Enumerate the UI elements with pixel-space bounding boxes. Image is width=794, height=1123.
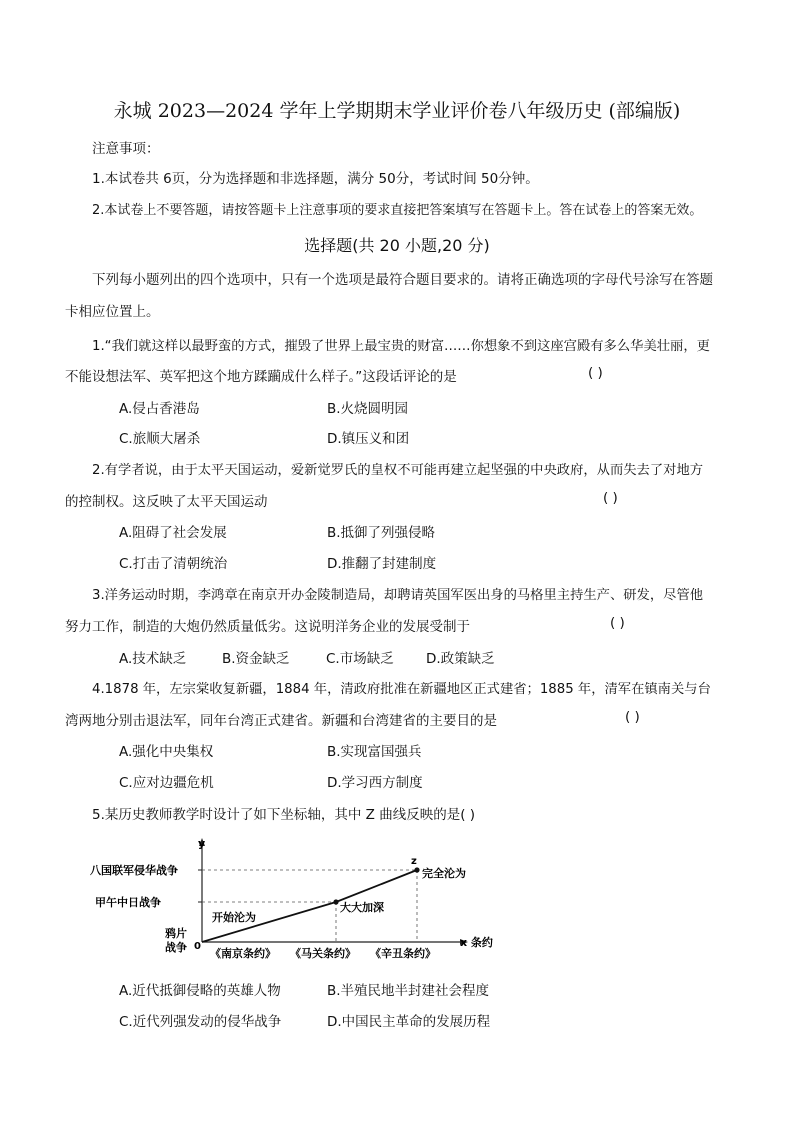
question-1-option-a: A.侵占香港岛 xyxy=(119,401,200,417)
question-5-line-1: 5.某历史教师教学时设计了如下坐标轴，其中 Z 曲线反映的是( ) xyxy=(92,807,476,823)
question-2-option-b: B.抵御了列强侵略 xyxy=(327,525,436,541)
question-2-option-d: D.推翻了封建制度 xyxy=(327,556,437,572)
curve-point-2 xyxy=(333,899,338,904)
question-2-option-a: A.阻碍了社会发展 xyxy=(119,525,227,541)
question-1-line-1: 1.“我们就这样以最野蛮的方式，摧毁了世界上最宝贵的财富……你想象不到这座宫殿有多么华美壮丽，更 xyxy=(92,339,710,354)
notice-heading: 注意事项： xyxy=(92,141,160,157)
question-1-option-d: D.镇压义和团 xyxy=(327,431,410,447)
x-label-1: 《南京条约》 xyxy=(210,947,276,960)
question-3-option-b: B.资金缺乏 xyxy=(222,651,290,667)
question-3-line-2: 努力工作，制造的大炮仍然质量低劣。这说明洋务企业的发展受制于 xyxy=(65,619,470,635)
question-1-answer-paren: ( ) xyxy=(588,365,603,381)
notice-2: 2.本试卷上不要答题，请按答题卡上注意事项的要求直接把答案填写在答题卡上。答在试卷上的答案无效。 xyxy=(92,203,703,218)
z-curve xyxy=(202,870,417,942)
question-2-answer-paren: ( ) xyxy=(603,490,618,506)
question-4-option-c: C.应对边疆危机 xyxy=(119,775,214,791)
question-5-option-b: B.半殖民地半封建社会程度 xyxy=(327,983,490,999)
question-5-option-d: D.中国民主革命的发展历程 xyxy=(327,1014,491,1030)
instruction-line-1: 下列每小题列出的四个选项中，只有一个选项是最符合题目要求的。请将正确选项的字母代号涂写在答题 xyxy=(92,272,713,288)
y-label-2: 甲午中日战争 xyxy=(95,896,161,909)
question-4-answer-paren: ( ) xyxy=(625,709,640,725)
question-5-option-c: C.近代列强发动的侵华战争 xyxy=(119,1014,282,1030)
notice-1: 1.本试卷共 6页，分为选择题和非选择题，满分 50分，考试时间 50分钟。 xyxy=(92,171,539,187)
curve-label: z xyxy=(411,856,417,867)
coordinate-graph xyxy=(90,832,510,962)
section-title: 选择题(共 20 小题,20 分) xyxy=(304,236,490,255)
question-4-option-b: B.实现富国强兵 xyxy=(327,744,422,760)
question-3-option-c: C.市场缺乏 xyxy=(326,651,394,667)
y-label-3: 鸦片 xyxy=(165,927,187,940)
question-1-line-2: 不能设想法军、英军把这个地方蹂躏成什么样子。”这段话评论的是 xyxy=(65,369,457,385)
x-label-2: 《马关条约》 xyxy=(290,947,356,960)
curve-point-3 xyxy=(414,867,419,872)
y-label-4: 战争 xyxy=(165,941,187,954)
question-3-option-d: D.政策缺乏 xyxy=(426,651,495,667)
origin-label: 0 xyxy=(194,941,201,952)
page-title: 永城 2023—2024 学年上学期期末学业评价卷八年级历史 (部编版) xyxy=(113,100,681,122)
question-3-answer-paren: ( ) xyxy=(610,615,625,631)
x-label-3: 《辛丑条约》 xyxy=(370,947,436,960)
question-1-option-c: C.旅顺大屠杀 xyxy=(119,431,201,447)
question-1-option-b: B.火烧圆明园 xyxy=(327,401,409,417)
question-5-option-a: A.近代抵御侵略的英雄人物 xyxy=(119,983,281,999)
question-3-line-1: 3.洋务运动时期，李鸿章在南京开办金陵制造局，却聘请英国军医出身的马格里主持生产、研发，尽管他 xyxy=(92,588,704,603)
question-3-option-a: A.技术缺乏 xyxy=(119,651,187,667)
x-axis-label: x 条约 xyxy=(460,936,493,949)
point-label-1: 开始沦为 xyxy=(212,911,256,924)
question-2-option-c: C.打击了清朝统治 xyxy=(119,556,228,572)
question-4-option-a: A.强化中央集权 xyxy=(119,744,214,760)
instruction-line-2: 卡相应位置上。 xyxy=(65,304,160,320)
y-label-1: 八国联军侵华战争 xyxy=(90,864,178,877)
y-axis-label: y xyxy=(198,837,206,850)
question-2-line-2: 的控制权。这反映了太平天国运动 xyxy=(65,494,268,510)
question-4-option-d: D.学习西方制度 xyxy=(327,775,423,791)
point-label-3: 完全沦为 xyxy=(422,867,466,880)
point-label-2: 大大加深 xyxy=(340,901,384,914)
question-4-line-1: 4.1878 年，左宗棠收复新疆，1884 年，清政府批准在新疆地区正式建省；1885 年，清军在镇南关与台 xyxy=(92,682,711,697)
question-2-line-1: 2.有学者说，由于太平天国运动，爱新觉罗氏的皇权不可能再建立起坚强的中央政府，从而失去了对地方 xyxy=(92,463,704,478)
question-4-line-2: 湾两地分别击退法军，同年台湾正式建省。新疆和台湾建省的主要目的是 xyxy=(65,713,497,729)
